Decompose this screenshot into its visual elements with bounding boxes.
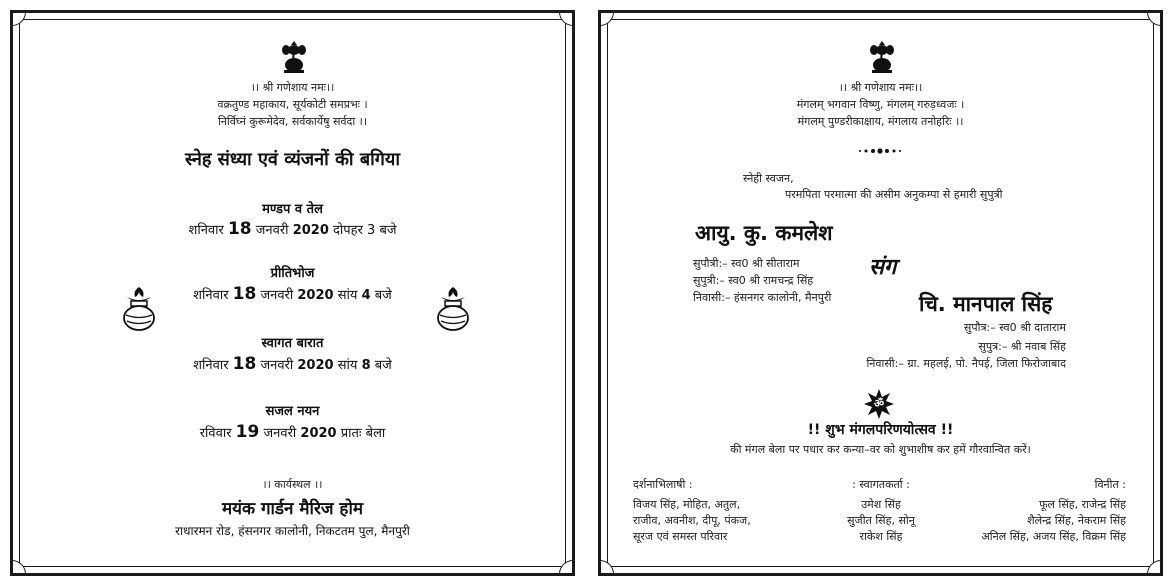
event-date: 18 <box>232 284 257 304</box>
event-time: सांय <box>337 358 358 373</box>
kalash-icon <box>119 285 159 333</box>
groom-detail: निवासी:– ग्रा. महलई, पो. नैपई, जिला फिरोजाबाद <box>866 357 1066 370</box>
event-name: प्रीतिभोज <box>270 266 315 281</box>
event-name: मण्डप व तेल <box>262 202 323 217</box>
event-month: जनवरी <box>263 426 297 441</box>
event-time: दोपहर 3 बजे <box>333 223 397 238</box>
host-name-line: राजीव, अवनीश, दीपू, पंकज, <box>633 514 751 527</box>
festival-title: !! शुभ मंगलपरिणयोत्सव !! <box>807 422 954 438</box>
event-hour: 8 <box>361 358 371 373</box>
host-name-line: अनिल सिंह, अजय सिंह, विक्रम सिंह <box>981 530 1126 543</box>
column-title: दर्शनाभिलाषी : <box>633 478 693 491</box>
event-month: जनवरी <box>255 223 289 238</box>
ganesha-icon <box>867 39 897 75</box>
venue-address: राधारमन रोड, हंसनगर कालोनी, निकटतम पुल, मैनपुरी <box>175 524 410 538</box>
host-name-line: उमेश सिंह <box>861 498 901 511</box>
event-date: 18 <box>227 219 252 239</box>
venue-label: ।। कार्यस्थल ।। <box>262 478 323 491</box>
card-title: स्नेह संध्या एवं व्यंजनों की बगिया <box>184 149 401 170</box>
om-emblem <box>864 389 894 419</box>
event-time: बजे <box>374 358 392 373</box>
venue-name: मयंक गार्डन मैरिज होम <box>221 499 364 519</box>
kalash-icon <box>433 285 473 333</box>
intro-text: परमपिता परमात्मा की असीम अनुकम्पा से हमारी सुपुत्री <box>785 188 1003 201</box>
host-name-line: फूल सिंह, राजेन्द्र सिंह <box>1039 498 1126 511</box>
host-name-line: सुजीत सिंह, सोनू <box>847 514 915 527</box>
mantra-line: मंगलम् भगवान विष्णु, मंगलम् गरुड़ध्वजः । <box>796 98 965 111</box>
invocation-text: ।। श्री गणेशाय नमः।। <box>250 81 335 94</box>
event-day: शनिवार <box>188 223 224 238</box>
frame-corner <box>1147 12 1161 26</box>
event-time: बजे <box>374 288 392 303</box>
event-hour: 4 <box>361 288 371 303</box>
frame-corner <box>559 12 573 26</box>
invocation-text: ।। श्री गणेशाय नमः।। <box>838 81 923 94</box>
groom-detail: सुपौत्र:– स्व0 श्री दाताराम <box>963 321 1066 334</box>
event-day: रविवार <box>199 426 232 441</box>
sang-calligraphy: संग <box>869 254 897 280</box>
bride-detail: सुपुत्री:– स्व0 श्री रामचन्द्र सिंह <box>693 274 814 287</box>
frame-corner <box>1147 560 1161 574</box>
event-year: 2020 <box>297 358 334 373</box>
event-datetime <box>13 219 572 239</box>
bride-name: आयु. कु. कमलेश <box>695 221 833 245</box>
ganesha-icon <box>279 39 309 75</box>
event-datetime <box>13 422 572 442</box>
event-time: प्रातः बेला <box>340 426 386 441</box>
om-symbol: ॐ <box>873 397 885 410</box>
event-date: 19 <box>235 422 260 442</box>
ornament-divider <box>857 147 903 155</box>
invitation-card <box>598 10 1163 576</box>
shloka-line: वक्रतुण्ड महाकाय, सूर्यकोटी समप्रभः । <box>217 98 368 111</box>
event-day: शनिवार <box>193 288 229 303</box>
frame-corner <box>600 560 614 574</box>
event-name: सजल नयन <box>265 404 320 419</box>
groom-detail: सुपुत्र:– श्री नवाब सिंह <box>978 340 1066 353</box>
groom-name: चि. मानपाल सिंह <box>919 292 1053 316</box>
greeting-text: स्नेही स्वजन, <box>743 172 794 185</box>
column-title: : स्वागतकर्ता : <box>852 478 910 491</box>
frame-corner <box>600 12 614 26</box>
event-day: शनिवार <box>193 358 229 373</box>
frame-corner <box>12 560 26 574</box>
bride-detail: सुपौत्री:– स्व0 श्री सीताराम <box>693 257 800 270</box>
frame-corner <box>12 12 26 26</box>
shloka-line: निर्विघ्नं कुरूमेदेव, सर्वकार्येषु सर्वदा ।। <box>217 115 368 128</box>
host-name-line: शैलेन्द्र सिंह, नेकराम सिंह <box>1027 514 1126 527</box>
host-name-line: विजय सिंह, मोहित, अतुल, <box>633 498 741 511</box>
event-year: 2020 <box>297 288 334 303</box>
request-text: की मंगल बेला पर पधार कर कन्या–वर को शुभाशीष कर हमें गौरवान्वित करें। <box>730 443 1031 456</box>
event-year: 2020 <box>300 426 337 441</box>
event-month: जनवरी <box>260 358 294 373</box>
event-year: 2020 <box>292 223 329 238</box>
host-name-line: राकेश सिंह <box>859 530 903 543</box>
event-time: सांय <box>337 288 358 303</box>
event-card <box>10 10 575 576</box>
event-datetime <box>13 354 572 374</box>
event-datetime <box>13 284 572 304</box>
event-date: 18 <box>232 354 257 374</box>
event-name: स्वागत बारात <box>261 336 324 351</box>
event-month: जनवरी <box>260 288 294 303</box>
host-name-line: सूरज एवं समस्त परिवार <box>633 530 728 543</box>
bride-detail: निवासी:– हंसनगर कालोनी, मैनपुरी <box>693 291 832 304</box>
column-title: विनीत : <box>1094 478 1126 491</box>
frame-corner <box>559 560 573 574</box>
mantra-line: मंगलम् पुण्डरीकाक्षाय, मंगलाय तनोहरिः ।। <box>797 115 964 128</box>
